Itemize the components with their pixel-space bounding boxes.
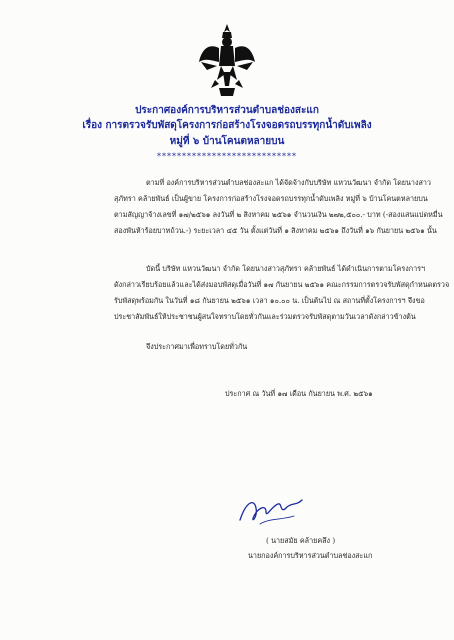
separator-line: **************************** (157, 152, 297, 161)
paragraph-2-line: ดังกล่าวเรียบร้อยแล้วและได้ส่งมอบพัสดุเมื่อวันที่ ๑๗ กันยายน ๒๕๖๑ คณะกรรมการตรวจรับพัสดุกำหนดตรวจ (114, 280, 450, 289)
paragraph-2-line: รับพัสดุพร้อมกัน ในวันที่ ๑๘ กันยายน ๒๕๖๑ เวลา ๑๐.๐๐ น. เป็นต้นไป ณ สถานที่ตั้งโครงการฯ จึงขอ (114, 296, 425, 305)
paragraph-1-line: ตามสัญญาจ้างเลขที่ ๑๗/๒๕๖๑ ลงวันที่ ๒ สิงหาคม ๒๕๖๑ จำนวนเงิน ๒๗๒,๕๐๐.- บาท (-สองแสนแปดหมื่น (114, 210, 443, 219)
paragraph-2-line: บัดนี้ บริษัท แหวนวัฒนา จำกัด โดยนางสาวสุภัทรา คล้ายพันธ์ ได้ดำเนินการตามโครงการฯ (146, 264, 426, 273)
announce-date: ประกาศ ณ วันที่ ๑๗ เดือน กันยายน พ.ศ. ๒๕๖๑ (225, 389, 373, 398)
signer-name: ( นายสมัย คล้ายคลึง ) (266, 536, 336, 545)
paragraph-1-line: สุภัทรา คล้ายพันธ์ เป็นผู้ขาย โครงการก่อสร้างโรงจอดรถบรรทุกน้ำดับเพลิง หมู่ที่ ๖ บ้านโคนตหลายบน (114, 194, 428, 203)
document-title: ประกาศองค์การบริหารส่วนตำบลช่องสะแก (135, 105, 319, 116)
paragraph-1-line: ตามที่ องค์การบริหารส่วนตำบลช่องสะแก ได้จัดจ้างกับบริษัท แหวนวัฒนา จำกัด โดยนางสาว (146, 178, 431, 187)
signer-position: นายกองค์การบริหารส่วนตำบลช่องสะแก (248, 551, 373, 560)
paragraph-2-line: ประชาสัมพันธ์ให้ประชาชนผู้สนใจทราบโดยทั่วกันและร่วมตรวจรับพัสดุตามวันเวลาดังกล่าวข้างต้น (114, 312, 416, 321)
closing-statement: จึงประกาศมาเพื่อทราบโดยทั่วกัน (146, 342, 248, 351)
garuda-emblem-icon (197, 22, 257, 98)
document-subject: เรื่อง การตรวจรับพัสดุโครงการก่อสร้างโรงจอดรถบรรทุกน้ำดับเพลิง (82, 120, 372, 131)
document-subject-location: หมู่ที่ ๖ บ้านโคนตหลายบน (169, 136, 285, 147)
signature-icon (236, 494, 306, 528)
paragraph-1-line: สองพันห้าร้อยบาทถ้วน.-) ระยะเวลา ๔๕ วัน ตั้งแต่วันที่ ๑ สิงหาคม ๒๕๖๑ ถึงวันที่ ๑๖ กันยายน ๒๕๖๑ นั้น (114, 226, 437, 235)
